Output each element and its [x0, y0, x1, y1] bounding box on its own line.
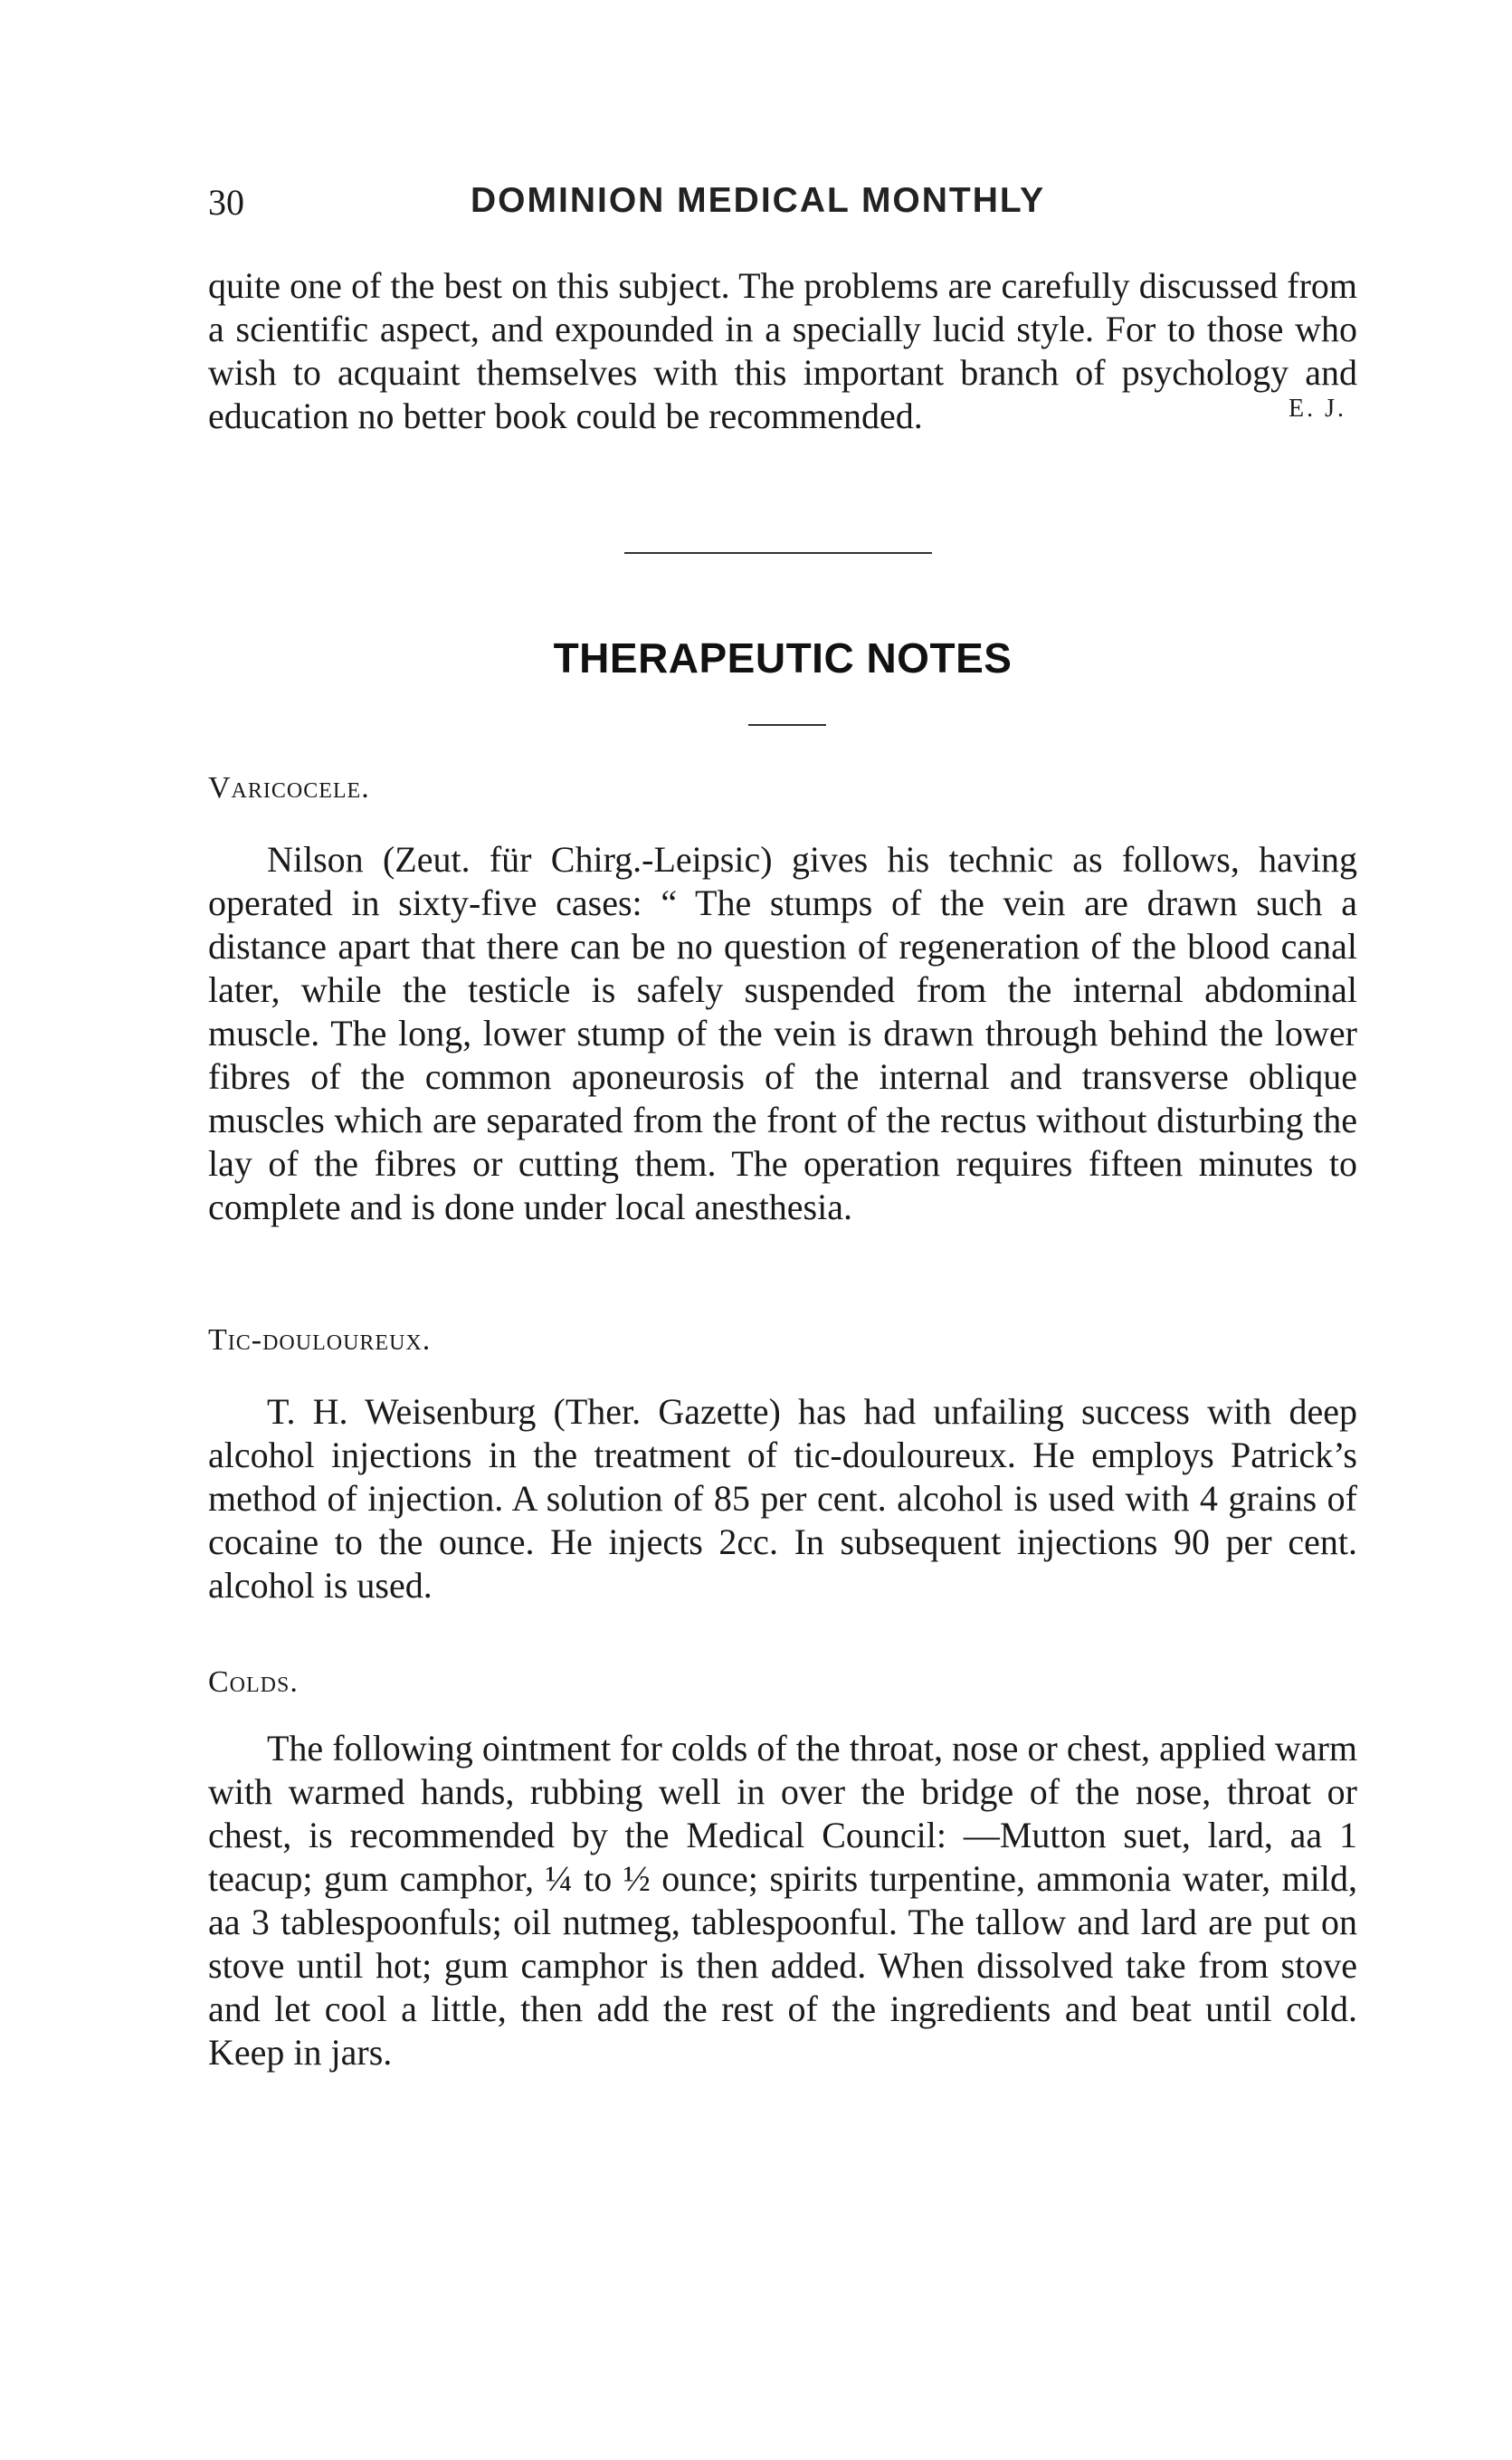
section-title: THERAPEUTIC NOTES: [553, 634, 1013, 682]
title-underline: [748, 724, 826, 726]
article-heading: Colds.: [208, 1665, 299, 1699]
intro-paragraph: quite one of the best on this subject. The problems are carefully discussed from a scientific aspect, and expounded in a specially lucid style. For to those who wish to acquaint themselves with this important branch of psychology and education no better book could be recommended.: [208, 265, 1357, 436]
article-heading: Tic-douloureux.: [208, 1323, 432, 1357]
page-number: 30: [208, 182, 244, 223]
article-paragraph: T. H. Weisenburg (Ther. Gazette) has had unfailing success with deep alcohol injections in the treatment of tic-douloureux. He employs Patrick’s method of injection. A solution of 85 per cent. alcohol is used with 4 grains of cocaine to the ounce. He injects 2cc. In subsequent injections 90 per cent. alcohol is used.: [208, 1391, 1357, 1606]
article-body: [208, 1390, 1357, 1607]
article-body: [208, 838, 1357, 1229]
author-initials: E. J.: [1289, 395, 1346, 423]
article-body: [208, 1727, 1357, 2074]
article-paragraph: Nilson (Zeut. für Chirg.-Leipsic) gives his technic as follows, having operated in sixty-five cases: “ The stumps of the vein are drawn such a distance apart that there can be no question of regeneration of the blood canal later, while the testicle is safely suspended from the internal abdominal muscle. The long, lower stump of the vein is drawn through behind the lower fibres of the common aponeurosis of the internal and transverse oblique muscles which are separated from the front of the rectus without disturbing the lay of the fibres or cutting them. The operation requires fifteen minutes to complete and is done under local anesthesia.: [208, 839, 1357, 1227]
section-divider: [624, 552, 932, 554]
article-heading: Varicocele.: [208, 771, 370, 805]
journal-title: DOMINION MEDICAL MONTHLY: [471, 181, 1046, 220]
intro-block: [208, 264, 1357, 436]
running-header: [208, 181, 1357, 235]
article-paragraph: The following ointment for colds of the throat, nose or chest, applied warm with warmed hands, rubbing well in over the bridge of the nose, throat or chest, is recommended by the Medical Council: —Mutton suet, lard, aa 1 teacup; gum camphor, ¼ to ½ ounce; spirits turpentine, ammonia water, mild, aa 3 tablespoonfuls; oil nutmeg, tablespoonful. The tallow and lard are put on stove until hot; gum camphor is then added. When dissolved take from stove and let cool a little, then add the rest of the ingredients and beat until cold. Keep in jars.: [208, 1728, 1357, 2073]
